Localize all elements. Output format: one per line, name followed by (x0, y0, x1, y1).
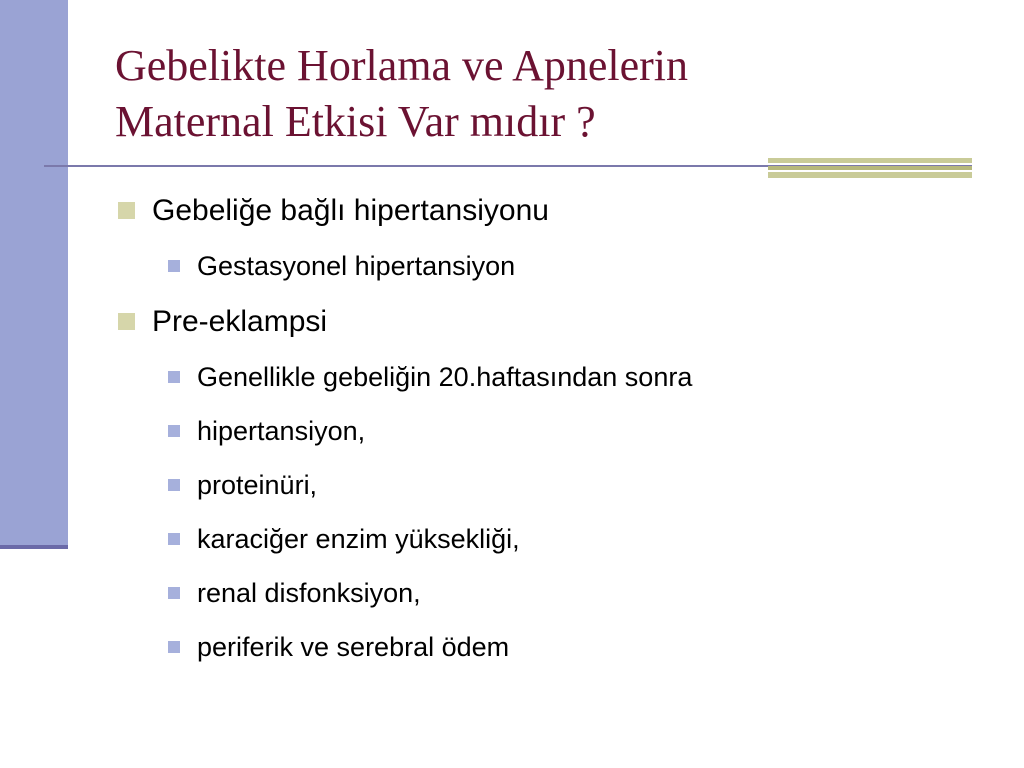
bullet-item-level2: hipertansiyon, (197, 416, 366, 446)
bullet-item-level2: periferik ve serebral ödem (197, 632, 510, 662)
bullet-item-level2: proteinüri, (197, 470, 318, 500)
bullet-square-icon (118, 202, 135, 219)
bullet-square-icon (168, 587, 180, 599)
bullet-square-icon (168, 260, 180, 272)
slide-title-line-2: Maternal Etkisi Var mıdır ? (115, 97, 596, 146)
bullet-item-level2: renal disfonksiyon, (197, 578, 421, 608)
slide-title-line-1: Gebelikte Horlama ve Apnelerin (115, 41, 689, 90)
bullet-item-level1: Gebeliğe bağlı hipertansiyonu (152, 194, 549, 227)
bullet-item-level2: karaciğer enzim yüksekliği, (197, 524, 520, 554)
bullet-square-icon (168, 479, 180, 491)
bullet-square-icon (168, 641, 180, 653)
bullet-square-icon (168, 425, 180, 437)
bullet-square-icon (118, 313, 135, 330)
bullet-square-icon (168, 371, 180, 383)
bullet-item-level1: Pre-eklampsi (152, 305, 328, 338)
bullet-square-icon (168, 533, 180, 545)
bullet-item-level2: Gestasyonel hipertansiyon (197, 251, 516, 281)
bullet-item-level2: Genellikle gebeliğin 20.haftasından sonra (197, 362, 693, 392)
